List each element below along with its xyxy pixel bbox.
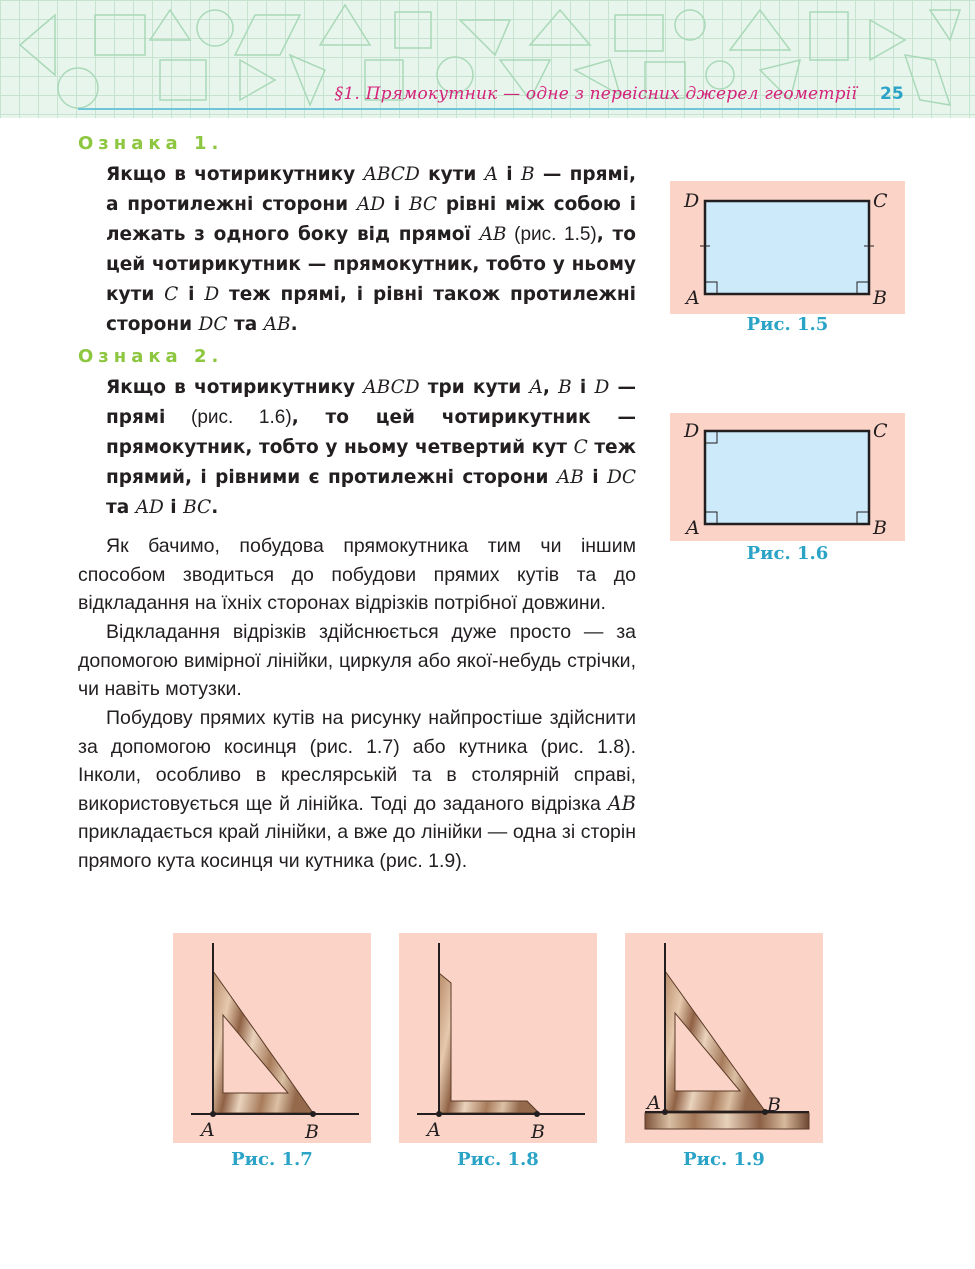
- point-label-a: A: [201, 1119, 215, 1141]
- point-label-b: B: [305, 1121, 319, 1143]
- figure-1-9: [625, 933, 823, 1143]
- figure-1-5: [670, 181, 905, 314]
- point-a: [210, 1111, 216, 1117]
- vertex-label-a: A: [686, 517, 700, 539]
- vertex-label-a: A: [686, 287, 700, 309]
- vertex-label-c: C: [873, 420, 888, 442]
- point-label-a: A: [427, 1119, 441, 1141]
- point-b: [310, 1111, 316, 1117]
- paragraph-3: Побудову прямих кутів на рисунку найпростіше здійснити за допомогою косинця (рис. 1.7) або кутника (рис. 1.8). Інколи, особливо в креслярській та в столярній справі, використовується ще й лінійка. Тоді до заданого відрізка AB прикладається край лінійки, а вже до лінійки — одна зі сторін прямого кута косинця чи кутника (рис. 1.9).: [78, 707, 636, 872]
- page-header: [0, 0, 975, 118]
- point-label-a: A: [647, 1092, 661, 1114]
- point-b: [534, 1111, 540, 1117]
- point-label-b: B: [531, 1121, 545, 1143]
- vertex-label-b: B: [873, 287, 887, 309]
- sign-1-heading: Ознака 1.: [78, 133, 224, 154]
- figure-1-8-caption: Рис. 1.8: [457, 1149, 539, 1170]
- paragraph-1: Як бачимо, побудова прямокутника тим чи іншим способом зводиться до побудови прямих кутів та до відкладання на їхніх сторонах відрізків потрібної довжини.: [78, 535, 636, 614]
- rectangle-abcd: [705, 431, 869, 524]
- vertex-label-b: B: [873, 517, 887, 539]
- page-number: 25: [880, 84, 904, 104]
- figure-1-6: [670, 413, 905, 541]
- point-label-b: B: [767, 1094, 781, 1116]
- figure-1-7-caption: Рис. 1.7: [231, 1149, 313, 1170]
- figure-reference: (рис. 1.5): [506, 224, 597, 245]
- point-a: [662, 1109, 668, 1115]
- figure-1-7: [173, 933, 371, 1143]
- figure-1-8: [399, 933, 597, 1143]
- sign-2-heading: Ознака 2.: [78, 346, 224, 367]
- rectangle-abcd: [705, 201, 869, 294]
- paragraph-2: Відкладання відрізків здійснюється дуже просто — за допомогою вимірної лінійки, циркуля або якої-небудь стрічки, чи навіть мотузки.: [78, 621, 636, 700]
- vertex-label-d: D: [684, 190, 700, 212]
- sign-1-body: Якщо в чотирикутнику ABCD кути A і B — прямі, а протилежні сторони AD і BC рівні між собою і лежать з одного боку від прямої AB (рис. 1.5), то цей чотирикутник — прямокутник, тобто у ньому кути C і D теж прямі, і рівні також протилежні сторони DC та AB.: [106, 164, 636, 335]
- sign-2-body: Якщо в чотирикутнику ABCD три кути A, B і D — прямі (рис. 1.6), то цей чотирикутник — прямокутник, тобто у ньому четвертий кут C теж прямий, і рівними є протилежні сторони AB і DC та AD і BC.: [106, 377, 636, 518]
- ruler-icon: [645, 1113, 809, 1129]
- vertex-label-d: D: [684, 420, 700, 442]
- running-title: §1. Прямокутник — одне з первісних джерел геометрії: [334, 84, 857, 104]
- point-a: [436, 1111, 442, 1117]
- figure-1-5-caption: Рис. 1.5: [746, 314, 829, 335]
- header-rule: [78, 108, 900, 110]
- figure-reference: (рис. 1.6): [165, 407, 292, 428]
- figure-1-9-caption: Рис. 1.9: [683, 1149, 765, 1170]
- figure-1-6-caption: Рис. 1.6: [746, 543, 829, 564]
- vertex-label-c: C: [873, 190, 888, 212]
